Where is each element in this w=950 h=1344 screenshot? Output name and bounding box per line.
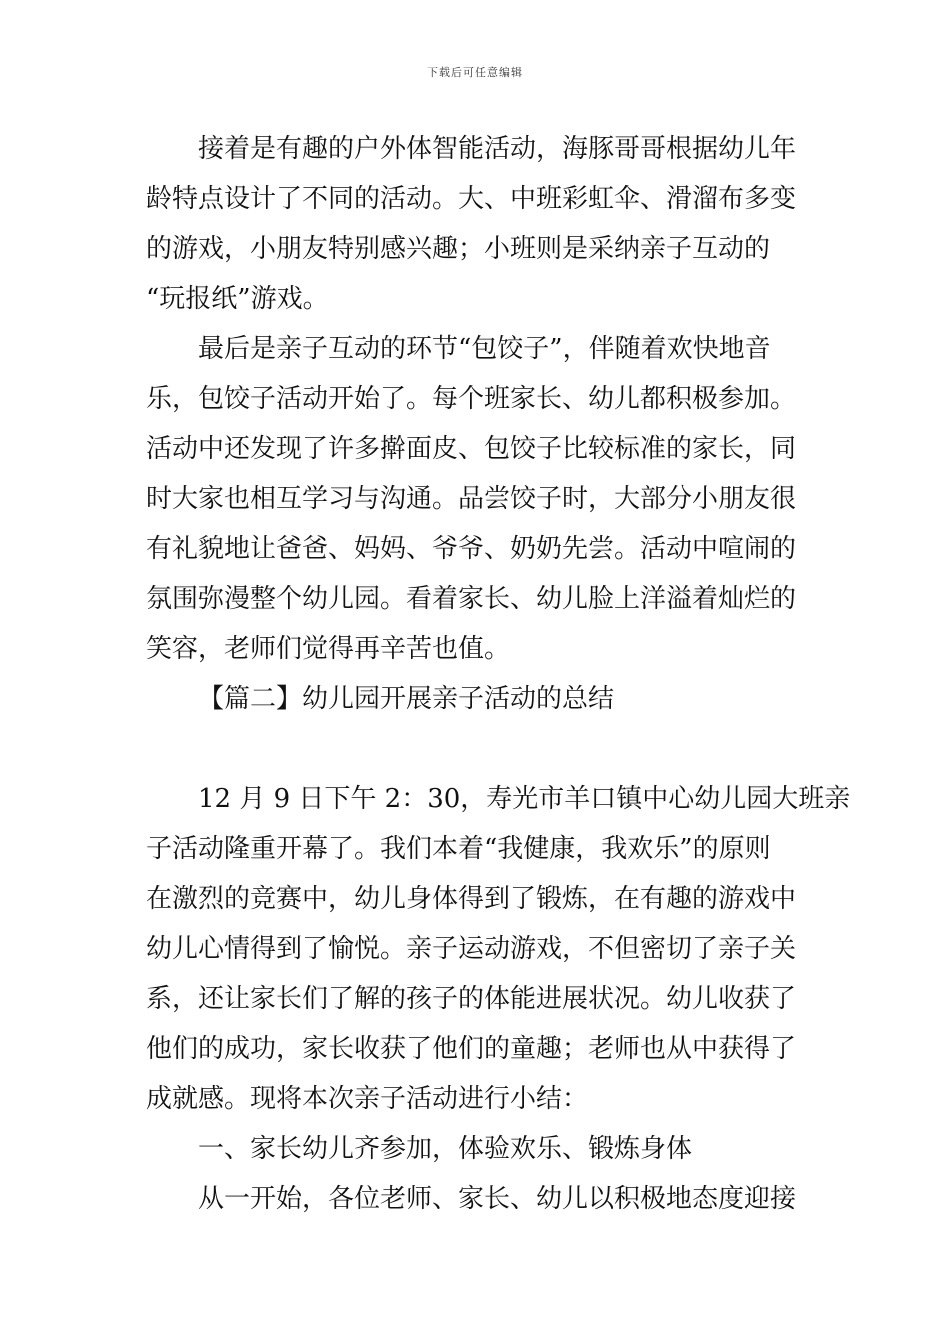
- blank-line: [146, 724, 808, 774]
- paragraph-line: 12 月 9 日下午 2：30，寿光市羊口镇中心幼儿园大班亲: [198, 784, 851, 814]
- paragraph-line: 幼儿心情得到了愉悦。亲子运动游戏，不但密切了亲子关: [146, 934, 797, 964]
- paragraph-line: 从一开始，各位老师、家长、幼儿以积极地态度迎接: [198, 1184, 797, 1214]
- paragraph-outdoor-activity: [146, 124, 808, 324]
- paragraph-line: “玩报纸”游戏。: [146, 284, 329, 314]
- section-title: 【篇二】幼儿园开展亲子活动的总结: [198, 684, 615, 714]
- document-body: [146, 124, 851, 1224]
- paragraph-line: 龄特点设计了不同的活动。大、中班彩虹伞、滑溜布多变: [146, 184, 797, 214]
- paragraph-line: 氛围弥漫整个幼儿园。看着家长、幼儿脸上洋溢着灿烂的: [146, 584, 797, 614]
- paragraph-opening: [146, 1174, 808, 1224]
- paragraph-summary-intro: [146, 774, 851, 1124]
- paragraph-line: 在激烈的竞赛中，幼儿身体得到了锻炼，在有趣的游戏中: [146, 884, 797, 914]
- paragraph-dumpling-activity: [146, 324, 808, 674]
- paragraph-line: 活动中还发现了许多擀面皮、包饺子比较标准的家长，同: [146, 434, 797, 464]
- paragraph-line: 笑容，老师们觉得再辛苦也值。: [146, 634, 511, 664]
- paragraph-line: 成就感。现将本次亲子活动进行小结：: [146, 1084, 589, 1114]
- page-header-note: 下载后可任意编辑: [427, 66, 523, 79]
- subheading: 一、家长幼儿齐参加，体验欢乐、锻炼身体: [198, 1134, 693, 1164]
- paragraph-line: 有礼貌地让爸爸、妈妈、爷爷、奶奶先尝。活动中喧闹的: [146, 534, 797, 564]
- paragraph-line: 时大家也相互学习与沟通。品尝饺子时，大部分小朋友很: [146, 484, 797, 514]
- paragraph-line: 他们的成功，家长收获了他们的童趣；老师也从中获得了: [146, 1034, 797, 1064]
- paragraph-line: 系，还让家长们了解的孩子的体能进展状况。幼儿收获了: [146, 984, 797, 1014]
- paragraph-line: 乐，包饺子活动开始了。每个班家长、幼儿都积极参加。: [146, 384, 797, 414]
- paragraph-line: 接着是有趣的户外体智能活动，海豚哥哥根据幼儿年: [198, 134, 797, 164]
- paragraph-line: 的游戏，小朋友特别感兴趣；小班则是采纳亲子互动的: [146, 234, 771, 264]
- paragraph-line: 最后是亲子互动的环节“包饺子”，伴随着欢快地音: [198, 334, 771, 364]
- paragraph-line: 子活动隆重开幕了。我们本着“我健康，我欢乐”的原则: [146, 834, 771, 864]
